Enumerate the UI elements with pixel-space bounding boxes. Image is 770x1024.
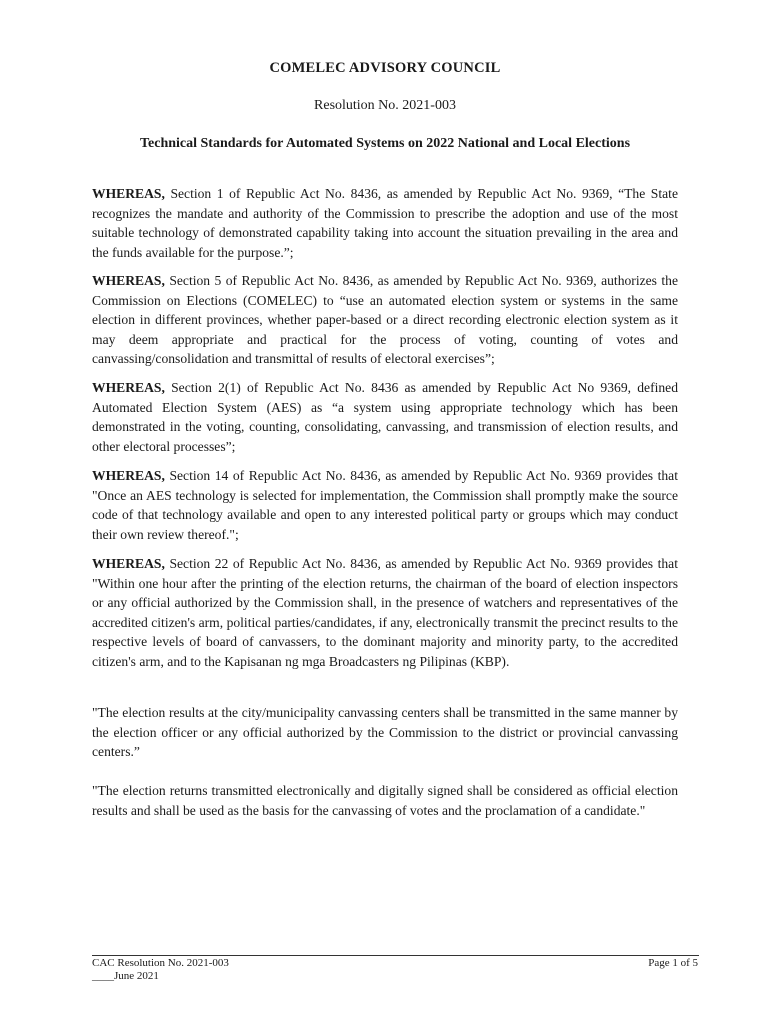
whereas-keyword: WHEREAS, — [92, 468, 165, 483]
council-heading: COMELEC ADVISORY COUNCIL — [269, 60, 501, 76]
whereas-paragraph — [92, 554, 678, 672]
whereas-paragraph — [92, 466, 678, 544]
whereas-keyword: WHEREAS, — [92, 380, 165, 395]
page-number: Page 1 of 5 — [648, 957, 698, 969]
quoted-paragraph — [92, 781, 678, 820]
whereas-keyword: WHEREAS, — [92, 186, 165, 201]
footer-date: ____June 2021 — [92, 970, 159, 982]
paragraph-text: Section 5 of Republic Act No. 8436, as amended by Republic Act No. 9369, authorizes the Commission on Elections (COMELEC) to “use an automated election system or systems in the same election in different provinces, whether paper-based or a direct recording electronic election system as it may deem appropriate and practical for the process of voting, counting of votes and canvassing/consolidation and transmittal of results of electoral exercises”; — [92, 273, 678, 367]
whereas-paragraph — [92, 184, 678, 262]
paragraph-text: Section 1 of Republic Act No. 8436, as amended by Republic Act No. 9369, “The State recognizes the mandate and authority of the Commission to prescribe the adoption and use of the most suitable technology of demonstrated capability taking into account the situation prevailing in the area and the funds available for the purpose.”; — [92, 186, 678, 260]
resolution-number: Resolution No. 2021-003 — [314, 98, 456, 113]
footer-resolution-ref: CAC Resolution No. 2021-003 — [92, 957, 229, 969]
quoted-paragraph — [92, 703, 678, 762]
paragraph-text: Section 22 of Republic Act No. 8436, as amended by Republic Act No. 9369 provides that "Within one hour after the printing of the election returns, the chairman of the board of election inspectors or any official authorized by the Commission shall, in the presence of watchers and representatives of the accredited citizen's arm, political parties/candidates, if any, electronically transmit the precinct results to the respective levels of board of canvassers, to the dominant majority and minority party, to the accredited citizen's arm, and to the Kapisanan ng mga Broadcasters ng Pilipinas (KBP). — [92, 556, 678, 669]
paragraph-text: "The election returns transmitted electronically and digitally signed shall be considered as official election results and shall be used as the basis for the canvassing of votes and the proclamation of a candidate." — [92, 783, 678, 818]
whereas-paragraph — [92, 378, 678, 456]
paragraph-text: Section 14 of Republic Act No. 8436, as amended by Republic Act No. 9369 provides that "Once an AES technology is selected for implementation, the Commission shall promptly make the source code of that technology available and open to any interested political party or groups which may conduct their own review thereof."; — [92, 468, 678, 542]
footer-reference — [92, 957, 229, 983]
resolution-subject: Technical Standards for Automated Systems on 2022 National and Local Elections — [139, 136, 631, 151]
whereas-keyword: WHEREAS, — [92, 273, 165, 288]
whereas-keyword: WHEREAS, — [92, 556, 165, 571]
whereas-paragraph — [92, 271, 678, 369]
paragraph-text: Section 2(1) of Republic Act No. 8436 as amended by Republic Act No 9369, defined Automated Election System (AES) as “a system using appropriate technology which has been demonstrated in the voting, counting, consolidating, canvassing, and transmission of election results, and other electoral processes”; — [92, 380, 678, 454]
paragraph-text: "The election results at the city/municipality canvassing centers shall be transmitted in the same manner by the election officer or any official authorized by the Commission to the district or provincial canvassing centers.” — [92, 705, 678, 760]
footer-divider — [92, 955, 699, 956]
